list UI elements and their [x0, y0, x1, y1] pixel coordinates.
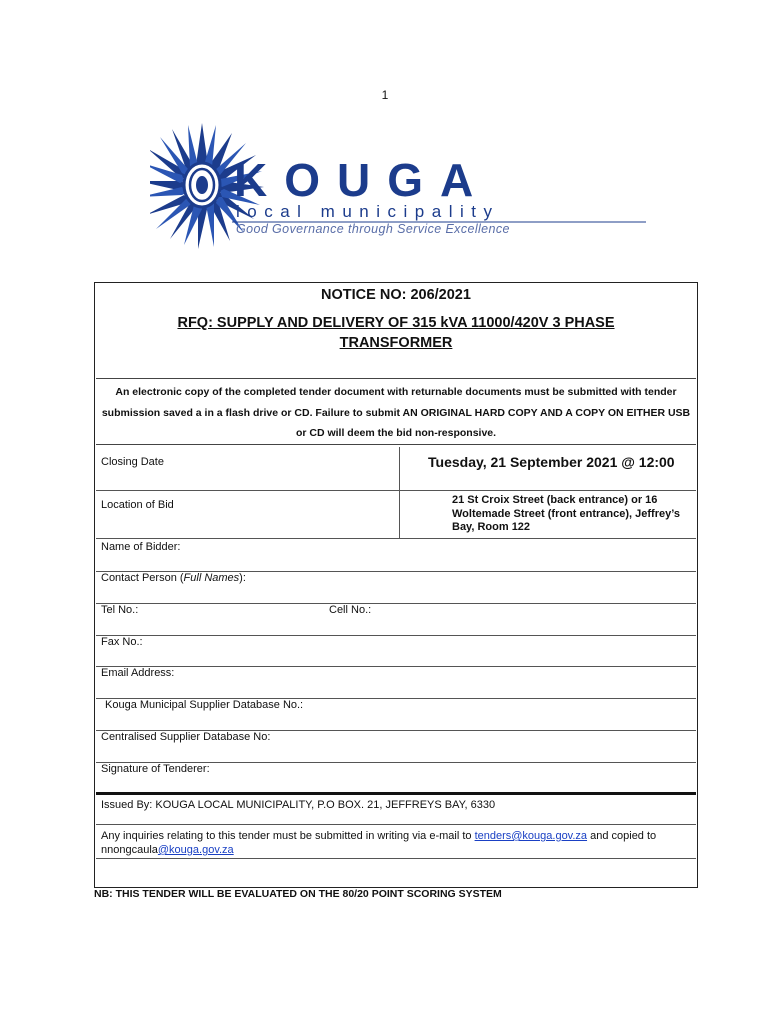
location-value: 21 St Croix Street (back entrance) or 16 Woltemade Street (front entrance), Jeffrey’s Bay, Room 122: [452, 494, 681, 533]
column-divider: [399, 447, 400, 539]
logo-tagline: Good Governance through Service Excellence: [236, 222, 510, 236]
central-db-row: [96, 731, 696, 763]
closing-date-label: Closing Date: [101, 456, 164, 468]
rfq-title: RFQ: SUPPLY AND DELIVERY OF 315 kVA 11000/420V 3 PHASE TRANSFORMER: [177, 315, 615, 351]
signature-label: Signature of Tenderer:: [101, 763, 210, 775]
location-label: Location of Bid: [101, 499, 174, 511]
cell-label: Cell No.:: [329, 604, 372, 616]
email-label: Email Address:: [101, 667, 175, 679]
bidder-name-row: [96, 539, 696, 572]
tenders-email-link[interactable]: tenders@kouga.gov.za: [474, 830, 588, 842]
tel-label: Tel No.:: [101, 604, 139, 616]
electronic-copy-note: An electronic copy of the completed tender document with returnable documents must be submitted with tender submission saved a in a flash drive or CD. Failure to submit AN ORIGINAL HARD COPY AND A COPY ON EITHER USB or CD will deem the bid non-responsive.: [96, 378, 696, 445]
logo-name: KOUGA: [234, 154, 491, 206]
signature-row: [96, 763, 696, 792]
fax-label: Fax No.:: [101, 636, 143, 648]
issued-by-text: Issued By: KOUGA LOCAL MUNICIPALITY, P.O BOX. 21, JEFFREYS BAY, 6330: [101, 799, 496, 811]
central-db-label: Centralised Supplier Database No:: [101, 731, 271, 743]
supplier-db-label: Kouga Municipal Supplier Database No.:: [105, 699, 304, 711]
email-row: [96, 667, 696, 699]
fax-row: [96, 636, 696, 667]
logo-subtitle: local municipality: [236, 202, 500, 221]
notice-number: NOTICE NO: 206/2021: [321, 287, 471, 303]
copy-email-link[interactable]: @kouga.gov.za: [157, 844, 234, 856]
contact-person-row: [96, 572, 696, 604]
contact-person-label: Contact Person (Full Names):: [101, 572, 246, 584]
bidder-name-label: Name of Bidder:: [101, 541, 181, 553]
kouga-logo: [150, 120, 650, 260]
inquiries-text: Any inquiries relating to this tender must be submitted in writing via e-mail to tenders@kouga.gov.za and copied to nnongcaula@kouga.gov.za: [101, 830, 657, 856]
tel-row: [96, 604, 696, 636]
issued-by-row: [96, 795, 696, 825]
nb-scoring-note: NB: THIS TENDER WILL BE EVALUATED ON THE 80/20 POINT SCORING SYSTEM: [94, 888, 502, 900]
supplier-db-row: [96, 699, 696, 731]
page-number: 1: [381, 88, 389, 102]
closing-date-value: Tuesday, 21 September 2021 @ 12:00: [428, 454, 675, 470]
